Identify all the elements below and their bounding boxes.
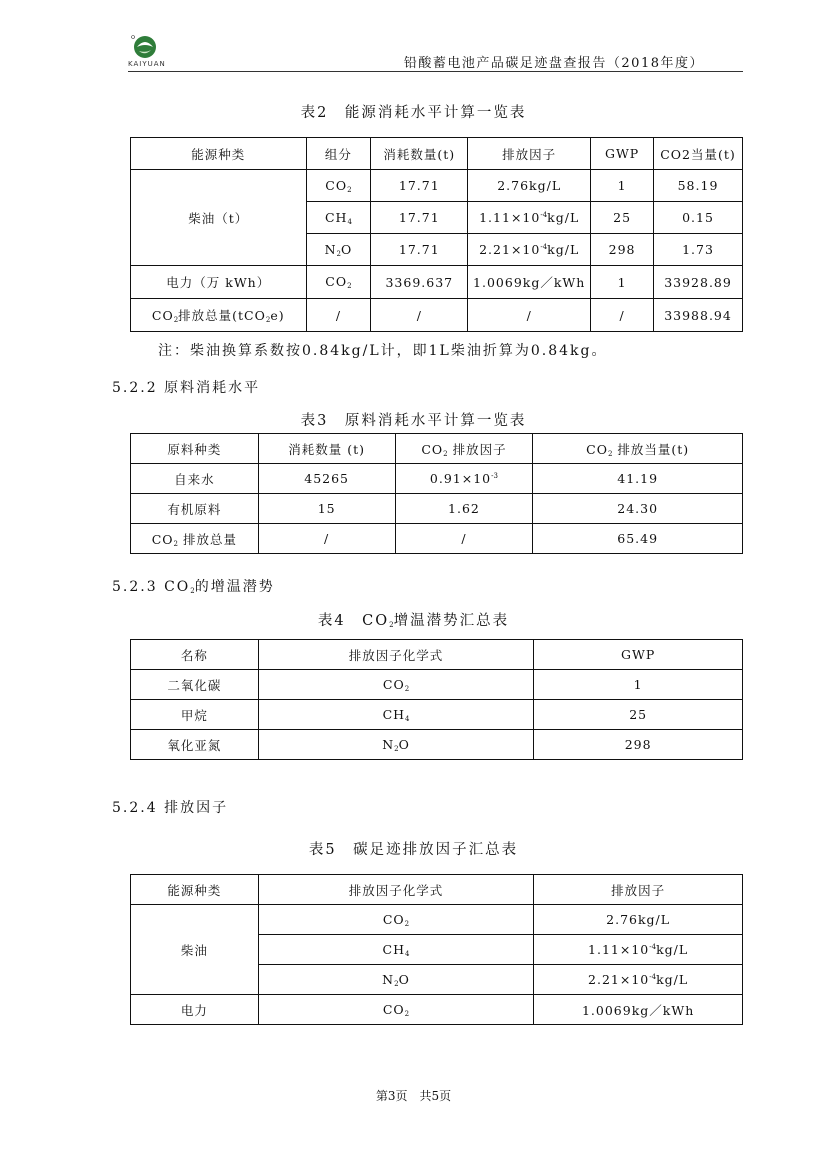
quantity-cell: 15 <box>258 494 395 524</box>
co2e-cell: 1.73 <box>654 234 743 266</box>
emission-factor-table <box>130 874 743 1025</box>
component-cell: $CO_2$ <box>306 170 371 202</box>
page-number: 第3页 共5页 <box>375 1089 452 1103</box>
header-quantity: 消耗数量(t) <box>371 138 468 170</box>
header-energy-type: 能源种类 <box>131 875 259 905</box>
header-emission-factor: 排放因子 <box>534 875 743 905</box>
co2e-cell: 58.19 <box>654 170 743 202</box>
header-gwp: GWP <box>591 138 654 170</box>
factor-cell: 1.0069kg／kWh <box>468 266 591 299</box>
component-cell: $N_2O$ <box>306 234 371 266</box>
table-header-row <box>131 640 743 670</box>
factor-cell: $2.21\times 10^{-4}kg/L$ <box>534 965 743 995</box>
factor-cell: / <box>395 524 533 554</box>
gwp-cell: 298 <box>591 234 654 266</box>
table-header-row <box>131 434 743 464</box>
header-quantity: 消耗数量 (t) <box>258 434 395 464</box>
section-heading-522: 5.2.2 原料消耗水平 <box>112 380 261 396</box>
header-co2e: $CO_2$ 排放当量(t) <box>533 434 743 464</box>
diesel-label: 柴油 <box>131 905 259 995</box>
gas-name: 甲烷 <box>131 700 259 730</box>
gwp-cell: 298 <box>534 730 743 760</box>
table-total-row <box>131 524 743 554</box>
formula-cell: $CO_2$ <box>258 670 534 700</box>
table5-caption: 表5 碳足迹排放因子汇总表 <box>308 842 519 858</box>
total-label: $CO_2$排放总量(tCO$_2$e) <box>131 299 307 332</box>
gas-name: 二氧化碳 <box>131 670 259 700</box>
header-energy-type: 能源种类 <box>131 138 307 170</box>
component-cell: / <box>306 299 371 332</box>
diesel-conversion-note: 注：柴油换算系数按0.84kg/L计，即1L柴油折算为0.84kg。 <box>158 343 608 359</box>
report-title: 铅酸蓄电池产品碳足迹盘查报告（2018年度） <box>403 56 704 71</box>
co2e-cell: 33988.94 <box>654 299 743 332</box>
co2e-cell: 41.19 <box>533 464 743 494</box>
quantity-cell: 17.71 <box>371 234 468 266</box>
electricity-label: 电力（万 kWh） <box>131 266 307 299</box>
table2-caption: 表2 能源消耗水平计算一览表 <box>300 105 527 121</box>
quantity-cell: 17.71 <box>371 202 468 234</box>
header-component: 组分 <box>306 138 371 170</box>
gwp-cell: 25 <box>591 202 654 234</box>
table-total-row <box>131 299 743 332</box>
gwp-cell: 25 <box>534 700 743 730</box>
table-row <box>131 464 743 494</box>
factor-cell: $1.11\times 10^{-4}kg/L$ <box>468 202 591 234</box>
header-name: 名称 <box>131 640 259 670</box>
table-row <box>131 700 743 730</box>
factor-cell: 1.62 <box>395 494 533 524</box>
factor-cell: 2.76kg/L <box>534 905 743 935</box>
table-row <box>131 905 743 935</box>
electricity-label: 电力 <box>131 995 259 1025</box>
header-co2e: CO2当量(t) <box>654 138 743 170</box>
gwp-cell: / <box>591 299 654 332</box>
gas-name: 氧化亚氮 <box>131 730 259 760</box>
material-name: 自来水 <box>131 464 259 494</box>
factor-cell: / <box>468 299 591 332</box>
logo-text: KAIYUAN <box>128 60 166 68</box>
table-header-row <box>131 138 743 170</box>
formula-cell: $N_2O$ <box>258 730 534 760</box>
raw-material-table <box>130 433 743 554</box>
gwp-cell: 1 <box>534 670 743 700</box>
header-formula: 排放因子化学式 <box>258 875 533 905</box>
quantity-cell: / <box>258 524 395 554</box>
quantity-cell: 17.71 <box>371 170 468 202</box>
header-co2-factor: $CO_2$ 排放因子 <box>395 434 533 464</box>
table-row <box>131 730 743 760</box>
section-heading-523: 5.2.3 $CO_2$的增温潜势 <box>112 579 275 595</box>
table-header-row <box>131 875 743 905</box>
table-row <box>131 170 743 202</box>
material-name: 有机原料 <box>131 494 259 524</box>
table3-caption: 表3 原料消耗水平计算一览表 <box>300 413 527 429</box>
energy-consumption-table <box>130 137 743 332</box>
quantity-cell: / <box>371 299 468 332</box>
formula-cell: $CO_2$ <box>258 995 533 1025</box>
factor-cell: 1.0069kg／kWh <box>534 995 743 1025</box>
quantity-cell: 45265 <box>258 464 395 494</box>
quantity-cell: 3369.637 <box>371 266 468 299</box>
formula-cell: $CH_4$ <box>258 935 533 965</box>
diesel-label: 柴油（t） <box>131 170 307 266</box>
table-row <box>131 266 743 299</box>
header-material-type: 原料种类 <box>131 434 259 464</box>
total-label: $CO_2$ 排放总量 <box>131 524 259 554</box>
gwp-cell: 1 <box>591 170 654 202</box>
co2e-cell: 65.49 <box>533 524 743 554</box>
co2e-cell: 0.15 <box>654 202 743 234</box>
gwp-cell: 1 <box>591 266 654 299</box>
table-row <box>131 995 743 1025</box>
header-gwp: GWP <box>534 640 743 670</box>
formula-cell: $CO_2$ <box>258 905 533 935</box>
header-divider <box>128 71 743 72</box>
header-emission-factor: 排放因子 <box>468 138 591 170</box>
section-heading-524: 5.2.4 排放因子 <box>112 800 229 816</box>
header-formula: 排放因子化学式 <box>258 640 534 670</box>
table4-caption: 表4 $CO_2$增温潜势汇总表 <box>317 613 510 629</box>
table-row <box>131 494 743 524</box>
component-cell: $CH_4$ <box>306 202 371 234</box>
factor-cell: $1.11\times 10^{-4}kg/L$ <box>534 935 743 965</box>
factor-cell: $0.91\times 10^{-3}$ <box>395 464 533 494</box>
factor-cell: 2.76kg/L <box>468 170 591 202</box>
co2e-cell: 24.30 <box>533 494 743 524</box>
formula-cell: $N_2O$ <box>258 965 533 995</box>
factor-cell: $2.21\times 10^{-4}kg/L$ <box>468 234 591 266</box>
formula-cell: $CH_4$ <box>258 700 534 730</box>
table-row <box>131 670 743 700</box>
co2e-cell: 33928.89 <box>654 266 743 299</box>
component-cell: $CO_2$ <box>306 266 371 299</box>
gwp-summary-table <box>130 639 743 760</box>
